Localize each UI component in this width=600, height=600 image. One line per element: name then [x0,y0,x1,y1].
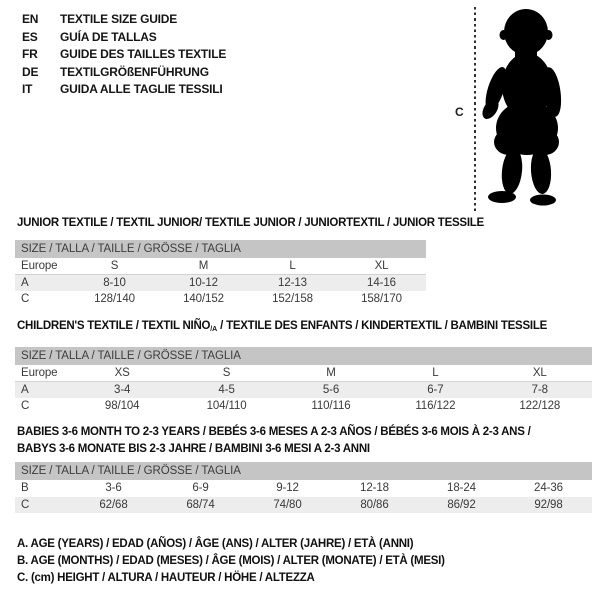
babies-heading-line1: BABIES 3-6 MONTH TO 2-3 YEARS / BEBÉS 3-6 MESES A 2-3 AÑOS / BÉBÉS 3-6 MOIS À 2-3 ANS / [17,426,531,438]
size-header-bar [15,347,592,365]
children-heading-text: / TEXTILE DES ENFANTS / KINDERTEXTIL / BAMBINI TESSILE [217,320,548,332]
language-row [22,64,226,82]
language-row [22,29,226,47]
table-row [15,398,592,415]
size-column-header: L [248,258,337,275]
language-title-list [22,11,226,99]
size-column-header: L [383,365,487,382]
children-heading-subscript: /A [210,326,218,333]
table-cell: 3-6 [105,482,122,495]
table-cell: 6-7 [427,384,444,396]
language-row [22,46,226,64]
size-column-header: XL [337,258,426,275]
row-label: B [21,482,29,495]
size-header-text: SIZE / TALLA / TAILLE / GRÖSSE / TAGLIA [15,462,592,480]
table-cell: 8-10 [103,277,126,289]
table-cell: 158/170 [361,293,402,306]
table-cell: 14-16 [367,277,396,289]
size-header-bar [15,462,592,480]
junior-size-table [15,240,426,308]
table-cell: 86/92 [447,498,476,511]
language-code: EN [22,12,39,26]
table-cell: 152/158 [272,293,313,306]
height-label: C [455,105,464,119]
row-label: C [21,498,30,511]
table-cell: 140/152 [183,293,224,306]
height-measure-dashed-line [474,7,476,211]
table-cell: 110/116 [311,400,351,413]
language-title: GUÍA DE TALLAS [60,29,157,44]
table-cell: 74/80 [273,498,302,511]
column-header-row [15,258,426,275]
size-column-header: M [159,258,248,275]
table-cell: 12-13 [278,277,307,289]
language-code: ES [22,29,38,44]
column-header-row [15,365,592,382]
babies-section-heading [17,424,531,458]
table-cell: 122/128 [519,400,561,413]
size-table [15,462,592,513]
language-code: IT [22,82,33,96]
region-column-header: Europe [15,365,70,382]
table-cell: 18-24 [447,482,476,495]
table-row [15,291,426,308]
footnote-b: B. AGE (MONTHS) / EDAD (MESES) / ÂGE (MOIS) / ALTER (MONATE) / ETÀ (MESI) [17,555,445,568]
table-cell: 104/110 [206,400,247,413]
table-cell: 80/86 [360,498,389,511]
table-cell: 5-6 [322,384,340,396]
table-cell: 92/98 [534,498,563,511]
size-column-header: M [279,365,383,382]
size-column-header: S [174,365,278,382]
table-cell: 128/140 [94,293,135,306]
footnote-a: A. AGE (YEARS) / EDAD (AÑOS) / ÂGE (ANS) / ALTER (JAHRE) / ETÀ (ANNI) [17,538,414,550]
size-table [15,240,426,308]
table-row [15,497,592,514]
footnote-legend [17,536,445,588]
language-code: FR [22,47,38,61]
table-cell: 3-4 [114,384,131,396]
row-label: A [21,384,29,396]
table-cell: 24-36 [534,482,563,495]
table-cell: 6-9 [192,482,209,495]
size-column-header: XL [488,365,592,382]
toddler-silhouette-icon [482,5,582,210]
children-heading-text: CHILDREN'S TEXTILE / TEXTIL NIÑO [17,320,211,332]
language-row [22,81,226,99]
size-header-bar [15,240,426,258]
table-cell: 98/104 [104,400,140,413]
size-header-text: SIZE / TALLA / TAILLE / GRÖSSE / TAGLIA [15,240,426,258]
table-cell: 10-12 [189,277,218,289]
table-cell: 68/74 [186,498,215,511]
children-size-table [15,347,592,415]
table-cell: 9-12 [276,482,299,495]
table-row [15,480,592,497]
language-title: TEXTILGRÖßENFÜHRUNG [60,64,209,79]
table-cell: 4-5 [218,384,235,396]
babies-size-table [15,462,592,513]
babies-heading-line2: BABYS 3-6 MONATE BIS 2-3 JAHRE / BAMBINI 3-6 MESI A 2-3 ANNI [17,443,370,455]
language-row [22,11,226,29]
table-cell: 116/122 [415,400,456,413]
language-title: GUIDE DES TAILLES TEXTILE [60,47,227,61]
region-column-header: Europe [15,258,70,275]
row-label: C [21,293,30,306]
size-table [15,347,592,415]
children-section-heading [17,318,547,338]
table-cell: 62/68 [99,498,128,511]
table-row [15,382,592,399]
row-label: A [21,277,29,289]
size-column-header: XS [70,365,174,382]
footnote-c: C. (cm) HEIGHT / ALTURA / HAUTEUR / HÖHE / ALTEZZA [17,572,315,585]
table-cell: 7-8 [531,384,548,396]
language-title: GUIDA ALLE TAGLIE TESSILI [60,82,223,96]
language-title: TEXTILE SIZE GUIDE [60,12,178,26]
language-code: DE [22,64,39,79]
size-header-text: SIZE / TALLA / TAILLE / GRÖSSE / TAGLIA [15,347,592,365]
size-column-header: S [70,258,159,275]
row-label: C [21,400,30,413]
table-cell: 12-18 [360,482,389,495]
junior-section-heading: JUNIOR TEXTILE / TEXTIL JUNIOR/ TEXTILE JUNIOR / JUNIORTEXTIL / JUNIOR TESSILE [17,217,484,229]
table-row [15,275,426,292]
